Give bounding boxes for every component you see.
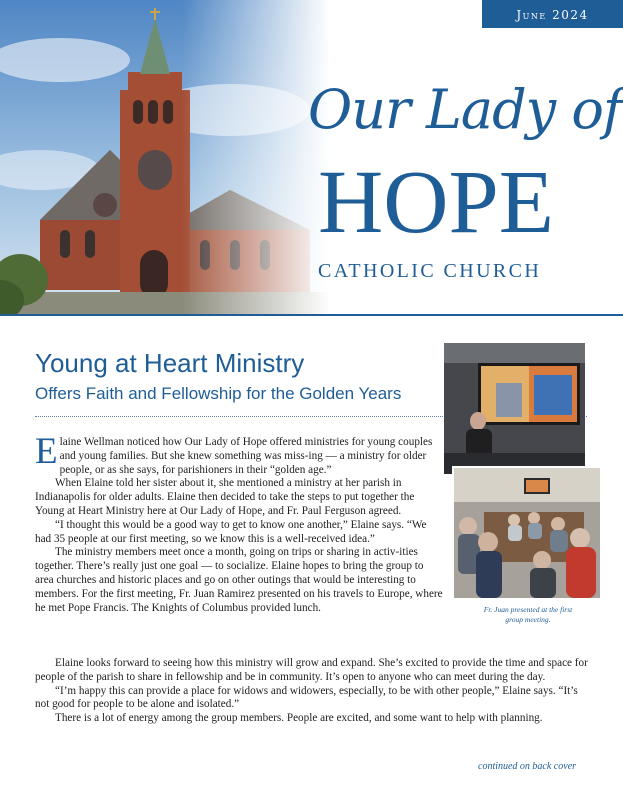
masthead-script-title: Our Lady of [308, 78, 622, 141]
paragraph: Elaine looks forward to seeing how this ministry will grow and expand. She’s excited to provide the time and space for people of the parish to share in fellowship and be in community. It’s open to anyone who can meet during the day. [35, 657, 588, 683]
masthead-subtitle: CATHOLIC CHURCH [318, 260, 542, 282]
presentation-photo [444, 343, 585, 474]
church-photo [0, 0, 330, 314]
photo-caption: Fr. Juan presented at the first group meeting. [483, 605, 573, 624]
paragraph: “I thought this would be a good way to get to know one another,” Elaine says. “We had 35 people at our first meeting, so we know this is a well-received idea.” [35, 518, 427, 545]
paragraph: The ministry members meet once a month, going on trips or sharing in activ-ities together. There’s really just one goal — to socialize. Elaine hopes to bring the group to area churches and historic places and go on other outings that would be interesting to members. For the first meeting, Fr. Juan Ramirez presented on his travels to Europe, where he met Pope Francis. The Knights of Columbus provided lunch. [35, 546, 443, 614]
article-headline: Young at Heart Ministry [35, 348, 305, 378]
issue-date: June 2024 [482, 0, 623, 28]
masthead-hope-text: HOPE [318, 153, 554, 248]
continued-link[interactable]: continued on back cover [478, 761, 577, 772]
paragraph: “I’m happy this can provide a place for widows and widowers, especially, to be with other people,” Elaine says. “It’s not good for people to be alone and isolated.” [35, 684, 578, 711]
masthead-hope-logo [318, 148, 558, 248]
first-paragraph [35, 431, 444, 477]
header-divider [0, 314, 623, 316]
group-meeting-photo [452, 466, 602, 600]
first-paragraph-text: laine Wellman noticed how Our Lady of Hope offered ministries for young couples and young families. But she knew something was miss-ing — a ministry for older people, or as she says, for parishioners in their “golden age.” [59, 436, 433, 476]
paragraph: When Elaine told her sister about it, she mentioned a ministry at her parish in Indianapolis for older adults. Elaine then decided to take the steps to put together the Young at Heart Ministry here at Our Lady of Hope, and Fr. Paul Ferguson agreed. [35, 477, 415, 517]
article-body-full-width [35, 657, 588, 726]
drop-cap: E [35, 431, 58, 472]
article-body-column [35, 431, 444, 615]
paragraph: There is a lot of energy among the group members. People are excited, and some want to help with planning. [55, 712, 543, 725]
article-subhead: Offers Faith and Fellowship for the Golden Years [35, 384, 402, 403]
